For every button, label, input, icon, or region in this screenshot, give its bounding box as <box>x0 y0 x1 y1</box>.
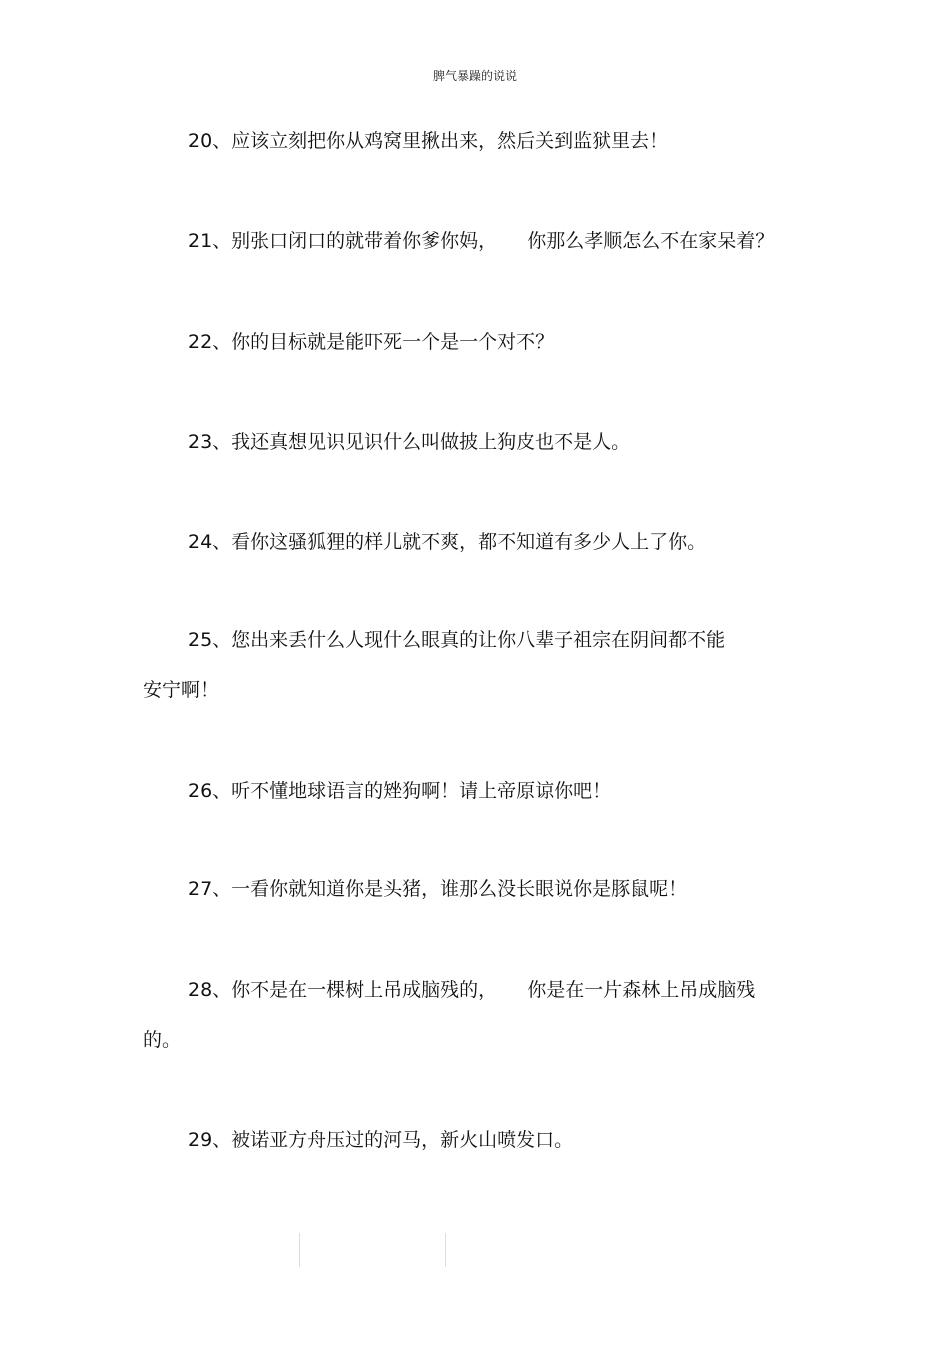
entry-text: 28、你不是在一棵树上吊成脑残的， <box>188 979 498 1001</box>
entry-text-wrap: 安宁啊！ <box>143 679 220 701</box>
page-header: 脾气暴躁的说说 <box>432 69 517 83</box>
entry-text: 27、一看你就知道你是头猪，谁那么没长眼说你是豚鼠呢！ <box>188 878 688 900</box>
divider-right <box>445 1233 446 1267</box>
entry-text: 23、我还真想见识见识什么叫做披上狗皮也不是人。 <box>188 431 631 453</box>
entry-text: 21、别张口闭口的就带着你爹你妈， <box>188 230 498 252</box>
entry-text: 25、您出来丢什么人现什么眼真的让你八辈子祖宗在阴间都不能 <box>188 629 726 651</box>
entry-text-wrap: 的。 <box>143 1029 182 1051</box>
entry-text: 26、听不懂地球语言的矬狗啊！请上帝原谅你吧！ <box>188 780 612 802</box>
entry-text: 29、被诺亚方舟压过的河马，新火山喷发口。 <box>188 1129 574 1151</box>
entry-26 <box>143 766 813 816</box>
entry-text-continued: 你那么孝顺怎么不在家呆着？ <box>527 230 775 252</box>
entry-text: 22、你的目标就是能吓死一个是一个对不？ <box>188 331 555 353</box>
divider-left <box>299 1233 300 1267</box>
entry-28 <box>143 965 813 1065</box>
entry-27 <box>143 864 813 914</box>
entry-25 <box>143 615 813 715</box>
entry-23 <box>143 417 813 467</box>
entry-21 <box>143 216 813 266</box>
entry-24 <box>143 517 813 567</box>
entry-29 <box>143 1115 813 1165</box>
entry-text: 20、应该立刻把你从鸡窝里揪出来，然后关到监狱里去！ <box>188 130 669 152</box>
entry-text: 24、看你这骚狐狸的样儿就不爽，都不知道有多少人上了你。 <box>188 531 707 553</box>
entry-text-continued: 你是在一片森林上吊成脑残 <box>527 979 756 1001</box>
entry-22 <box>143 317 813 367</box>
entry-20 <box>143 116 813 166</box>
